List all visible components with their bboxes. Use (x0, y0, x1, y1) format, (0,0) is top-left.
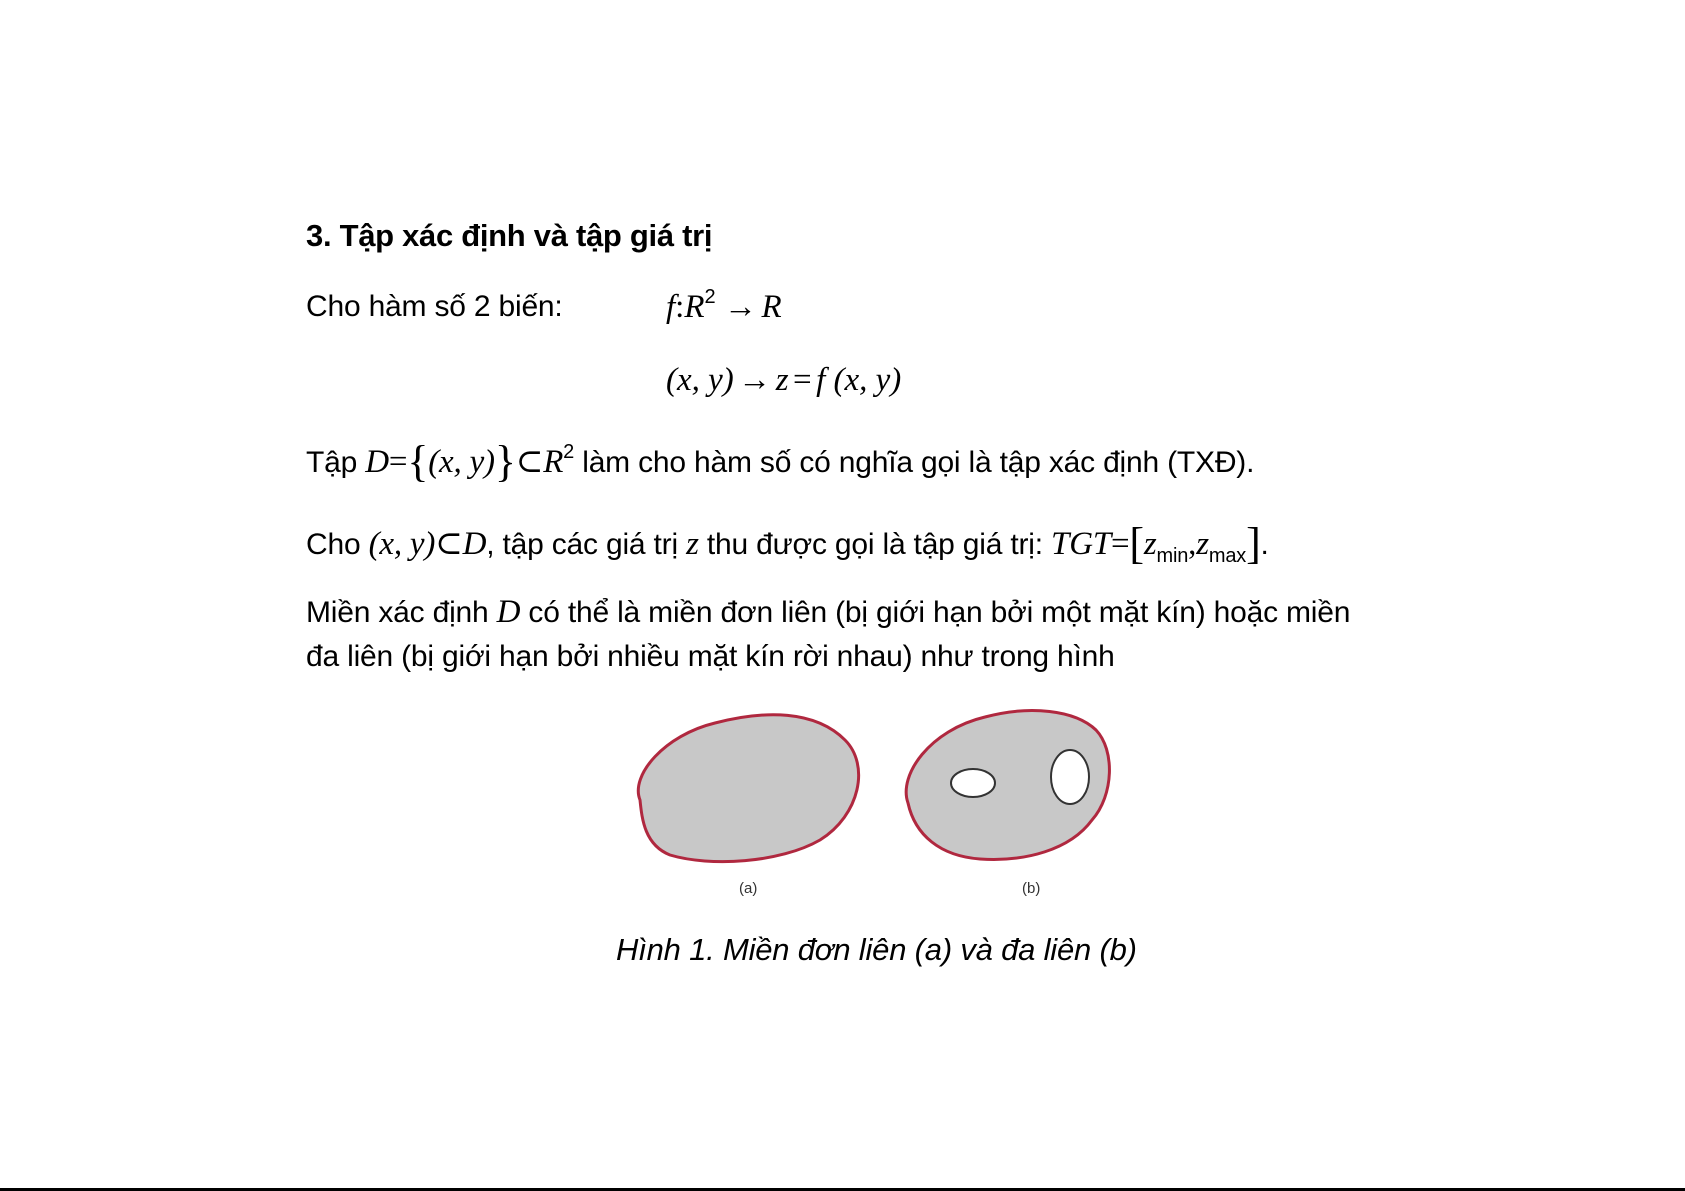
domain-pair: (x, y) (428, 444, 495, 480)
region-d-symbol: D (496, 594, 521, 630)
r-domain-symbol: R (684, 289, 705, 325)
hole-small (951, 769, 995, 797)
r-codomain-symbol: R (761, 289, 782, 325)
range-z-symbol: z (686, 526, 699, 562)
figure-label-a: (a) (739, 880, 758, 897)
intro-text: Cho hàm số 2 biến: (306, 290, 563, 323)
superscript-2: 2 (704, 286, 716, 308)
domain-suffix: làm cho hàm số có nghĩa gọi là tập xác định (TXĐ). (582, 446, 1255, 479)
intro-line (306, 290, 563, 324)
region-paragraph-line-1 (306, 594, 1350, 631)
range-pair: (x, y) (368, 526, 436, 562)
domain-prefix: Tập (306, 446, 358, 479)
range-definition-line (306, 518, 1269, 569)
range-middle: , tập các giá trị (486, 528, 678, 561)
region-paragraph-line-2 (306, 640, 1115, 674)
domain-definition-line (306, 436, 1254, 487)
rule-fx: f (x, y) (816, 362, 902, 398)
simply-connected-region (638, 715, 858, 862)
figure-label-b: (b) (1022, 880, 1041, 897)
domain-d-symbol: D (365, 444, 389, 480)
left-bracket: [ (1129, 519, 1144, 568)
zmax-sub: max (1208, 545, 1247, 567)
rule-formula (666, 362, 901, 399)
rule-left-pair: (x, y) (666, 362, 734, 398)
domain-r-symbol: R (543, 444, 564, 480)
zmin-z: z (1143, 526, 1157, 562)
f-symbol: f (666, 289, 676, 325)
right-brace: } (494, 437, 516, 486)
rule-z: z (775, 362, 789, 398)
rule-arrow: → (738, 362, 772, 398)
domain-eq: = (388, 444, 408, 480)
interval-comma: , (1188, 526, 1197, 562)
section-heading: 3. Tập xác định và tập giá trị (306, 218, 713, 253)
region-line1-suffix: có thể là miền đơn liên (bị giới hạn bởi một mặt kín) hoặc miền (528, 596, 1351, 629)
arrow-symbol: → (724, 289, 758, 325)
range-prefix: Cho (306, 528, 361, 561)
mapping-formula (666, 286, 782, 326)
range-end: . (1260, 528, 1269, 561)
rule-eq: = (792, 362, 812, 398)
regions-figure (630, 705, 1140, 870)
tgt-symbol: TGT (1051, 526, 1111, 562)
subset-symbol: ⊂ (515, 444, 544, 480)
hole-large (1051, 750, 1089, 804)
range-middle2: thu được gọi là tập giá trị: (706, 528, 1043, 561)
figure-caption: Hình 1. Miền đơn liên (a) và đa liên (b) (616, 932, 1137, 967)
region-line1-prefix: Miền xác định (306, 596, 489, 629)
right-bracket: ] (1246, 519, 1261, 568)
range-d-symbol: D (462, 526, 487, 562)
colon-symbol: : (675, 289, 685, 325)
domain-superscript: 2 (563, 441, 575, 463)
zmax-z: z (1196, 526, 1209, 562)
zmin-sub: min (1156, 545, 1189, 567)
tgt-eq: = (1111, 526, 1130, 562)
region-line2: đa liên (bị giới hạn bởi nhiều mặt kín rời nhau) như trong hình (306, 640, 1115, 673)
range-subset: ⊂ (435, 526, 463, 562)
left-brace: { (407, 437, 429, 486)
